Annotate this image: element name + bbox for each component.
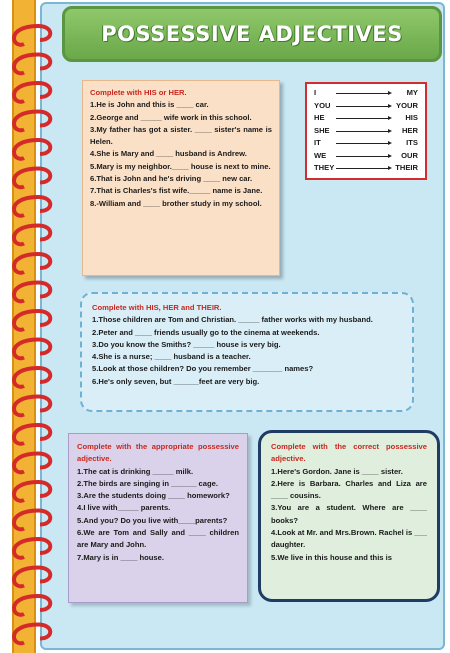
exercise-item: 7.That is Charles's fist wife._____ name is Jane. — [90, 186, 263, 196]
exercise-item: 2.Peter and ____ friends usually go to the cinema at weekends. — [92, 327, 320, 337]
binder-ring — [14, 83, 50, 102]
exercise-heading: Complete with the appropriate possessive adjective. — [77, 442, 239, 464]
binder-ring — [14, 197, 50, 216]
possessive-adjective: YOUR — [396, 100, 418, 110]
reference-row — [312, 87, 420, 100]
exercise-item: 7.Mary is in ____ house. — [77, 552, 164, 562]
page-title: POSSESSIVE ADJECTIVES — [101, 22, 403, 46]
reference-row — [312, 150, 420, 163]
pronoun: I — [314, 88, 317, 97]
binder-ring — [14, 368, 50, 387]
binder-ring — [14, 511, 50, 530]
binder-ring — [14, 397, 50, 416]
exercise-item: 4.Look at Mr. and Mrs.Brown. Rachel is ___ daughter. — [271, 528, 427, 550]
binder-ring — [14, 625, 50, 644]
binder-ring — [14, 539, 50, 558]
exercise-item: 2.The birds are singing in ______ cage. — [77, 478, 218, 488]
binder-ring — [14, 254, 50, 273]
possessive-adjective: HER — [401, 125, 418, 135]
reference-row — [312, 125, 420, 138]
exercise-item: 6.We are Tom and Sally and ____ children are Mary and John. — [77, 528, 239, 550]
pronoun: YOU — [314, 100, 331, 110]
exercise-heading: Complete with the correct possessive adjective. — [271, 442, 427, 464]
binder-ring — [14, 283, 50, 302]
exercise-item: 4.I live with_____ parents. — [77, 503, 171, 513]
exercise-item: 4.She is a nurse; ____ husband is a teacher. — [92, 352, 251, 362]
exercise-appropriate-adjective — [68, 433, 248, 603]
pronoun-reference-table — [305, 82, 427, 180]
exercise-correct-adjective — [258, 430, 440, 602]
title-banner — [62, 6, 442, 62]
exercise-heading: Complete with HIS or HER. — [90, 88, 187, 97]
exercise-item: 1.He is John and this is ____ car. — [90, 100, 209, 110]
exercise-item: 5.We live in this house and this is — [271, 552, 392, 562]
exercise-his-her — [82, 80, 280, 276]
exercise-item: 6.That is John and he's driving ____ new car. — [90, 174, 253, 184]
exercise-item: 1.Here's Gordon. Jane is ____ sister. — [271, 466, 403, 476]
exercise-item: 5.Mary is my neighbor.____ house is next to mine. — [90, 161, 271, 171]
exercise-item: 2.Here is Barbara. Charles and Liza are ____ cousins. — [271, 478, 427, 501]
reference-row — [312, 137, 420, 150]
arrow-icon — [336, 168, 390, 169]
exercise-item: 4.She is Mary and ____ husband is Andrew. — [90, 149, 247, 159]
pronoun: SHE — [314, 125, 330, 135]
arrow-icon — [336, 106, 390, 107]
exercise-item: 1.The cat is drinking _____ milk. — [77, 466, 194, 476]
binder-ring — [14, 112, 50, 131]
arrow-icon — [336, 156, 390, 157]
binder-ring — [14, 140, 50, 159]
exercise-item: 6.He's only seven, but ______feet are very big. — [92, 376, 260, 386]
binder-ring — [14, 482, 50, 501]
exercise-item: 8.-William and ____ brother study in my school. — [90, 198, 262, 208]
pronoun: IT — [314, 138, 321, 147]
exercise-item: 5.Look at those children? Do you remember _______ names? — [92, 364, 314, 374]
binder-ring — [14, 425, 50, 444]
binder-ring — [14, 311, 50, 330]
reference-row — [312, 112, 420, 125]
possessive-adjective: OUR — [401, 150, 418, 160]
possessive-adjective: ITS — [406, 138, 418, 147]
binder-ring — [14, 454, 50, 473]
possessive-adjective: HIS — [405, 113, 418, 122]
arrow-icon — [336, 118, 390, 119]
reference-row — [312, 100, 420, 113]
arrow-icon — [336, 143, 390, 144]
binder-ring — [14, 55, 50, 74]
exercise-item: 3.Do you know the Smiths? _____ house is very big. — [92, 339, 281, 349]
possessive-adjective: MY — [406, 88, 418, 97]
binder-rings — [0, 0, 60, 653]
exercise-item: 3.My father has got a sister. ____ sister's name is Helen. — [90, 124, 272, 147]
arrow-icon — [336, 93, 390, 94]
exercise-item: 2.George and _____ wife work in this school. — [90, 112, 252, 122]
binder-ring — [14, 169, 50, 188]
exercise-item: 3.You are a student. Where are ____ books? — [271, 503, 427, 525]
exercise-item: 1.Those children are Tom and Christian. _____ father works with my husband. — [92, 315, 373, 325]
binder-ring — [14, 568, 50, 587]
arrow-icon — [336, 131, 390, 132]
binder-ring — [14, 26, 50, 45]
pronoun: THEY — [314, 163, 335, 172]
binder-ring — [14, 226, 50, 245]
exercise-item: 3.Are the students doing ____ homework? — [77, 491, 230, 501]
exercise-his-her-their — [80, 292, 414, 412]
exercise-item: 5.And you? Do you live with____parents? — [77, 515, 228, 525]
reference-row — [312, 162, 420, 175]
exercise-heading: Complete with HIS, HER and THEIR. — [92, 303, 222, 312]
pronoun: WE — [314, 150, 327, 160]
binder-ring — [14, 596, 50, 615]
binder-ring — [14, 340, 50, 359]
possessive-adjective: THEIR — [395, 163, 418, 172]
pronoun: HE — [314, 113, 325, 122]
